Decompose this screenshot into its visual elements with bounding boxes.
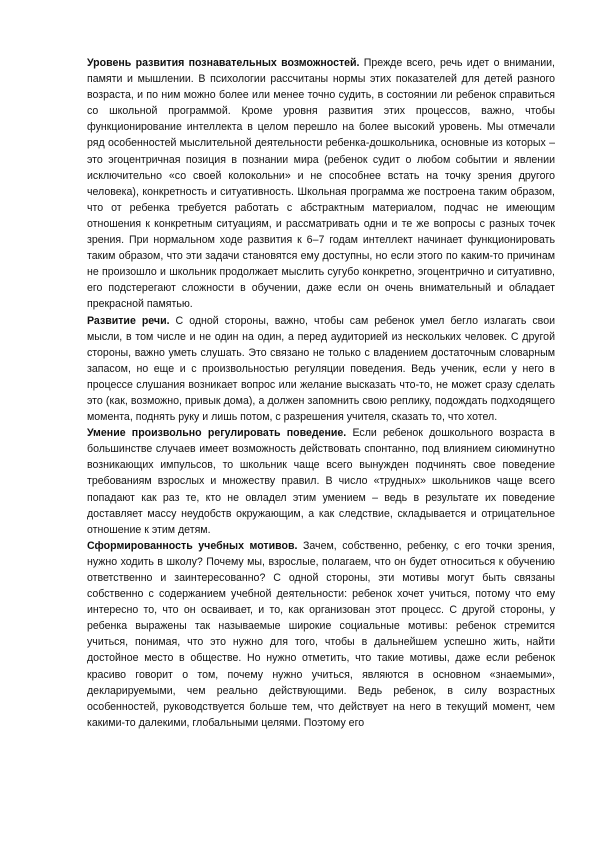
paragraph-cognitive (87, 55, 555, 313)
heading-cognitive: Уровень развития познавательных возможностей. (87, 57, 360, 69)
document-page (87, 55, 555, 731)
paragraph-speech (87, 313, 555, 426)
paragraph-motives (87, 538, 555, 731)
heading-behavior: Умение произвольно регулировать поведение. (87, 427, 347, 440)
text-behavior: Если ребенок дошкольного возраста в большинстве случаев имеет возможность действовать спонтанно, под влиянием сиюминутно возникающих импульсов, то школьник чаще всего вынужден подчинять свое поведение требованиям взрослых и множеству правил. В число «трудных» школьников чаще всего попадают как раз те, кто не овладел этим умением – ведь в результате их поведение доставляет массу неудобств окружающим, а как следствие, складывается и отрицательное отношение к этим детям. (87, 427, 555, 536)
text-cognitive: Прежде всего, речь идет о внимании, памяти и мышлении. В психологии рассчитаны нормы этих показателей для детей разного возраста, и по ним можно более или менее точно судить, в состоянии ли ребенок справиться со школьной программой. Кроме уровня развития этих процессов, важно, чтобы функционирование интеллекта в целом перешло на более высокий уровень. Мы отмечали ряд особенностей мыслительной деятельности ребенка-дошкольника, основные из которых – это эгоцентричная позиция в познании мира (ребенок судит о любом событии и явлении исключительно «со своей колокольни» и не способнее встать на точку зрения другого человека), конкретность и ситуативность. Школьная программа же построена таким образом, что от ребенка требуется работать с абстрактным материалом, подчас не имеющим отношения к конкретным ситуациям, и рассматривать одни и те же вопросы с разных точек зрения. При нормальном ходе развития к 6–7 годам интеллект начинает функционировать таким образом, что эти задачи становятся ему доступны, но если этого по каким-то причинам не произошло и школьник продолжает мыслить сугубо конкретно, эгоцентрично и ситуативно, его подстерегают сложности в обучении, даже если он очень внимательный и обладает прекрасной памятью. (87, 57, 555, 311)
text-motives: Зачем, собственно, ребенку, с его точки зрения, нужно ходить в школу? Почему мы, взрослые, полагаем, что он будет относиться к обучению ответственно и заинтересованно? С одной стороны, эти мотивы могут быть связаны собственно с содержанием учебной деятельности: ребенок хочет учиться, потому что ему интересно то, что он осваивает, и то, как организован этот процесс. С другой стороны, у ребенка выражены так называемые широкие социальные мотивы: ребенок стремится учиться, понимая, что это нужно для того, чтобы в дальнейшем успешно жить, найти достойное место в обществе. Но нужно отметить, что такие мотивы, даже если ребенок красиво говорит о том, почему нужно учиться, являются в основном «знаемыми», декларируемыми, чем реально действующими. Ведь ребенок, в силу возрастных особенностей, руководствуется больше тем, что действует на него в текущий момент, чем какими-то далекими, глобальными целями. Поэтому его (87, 539, 555, 729)
paragraph-behavior (87, 425, 555, 538)
heading-speech: Развитие речи. (87, 314, 170, 327)
text-speech: С одной стороны, важно, чтобы сам ребенок умел бегло излагать свои мысли, в том числе и не один на один, а перед аудиторией из нескольких человек. С другой стороны, важно уметь слушать. Это связано не только с владением достаточным словарным запасом, но еще и с произвольностью регуляции поведения. Ведь ученик, если у него в процессе слушания возникает вопрос или желание высказать что-то, не может сразу сделать это (как, возможно, привык дома), а должен запомнить свою реплику, подождать подходящего момента, поднять руку и лишь потом, с разрешения учителя, сказать то, что хотел. (87, 314, 556, 424)
heading-motives: Сформированность учебных мотивов. (87, 539, 298, 552)
